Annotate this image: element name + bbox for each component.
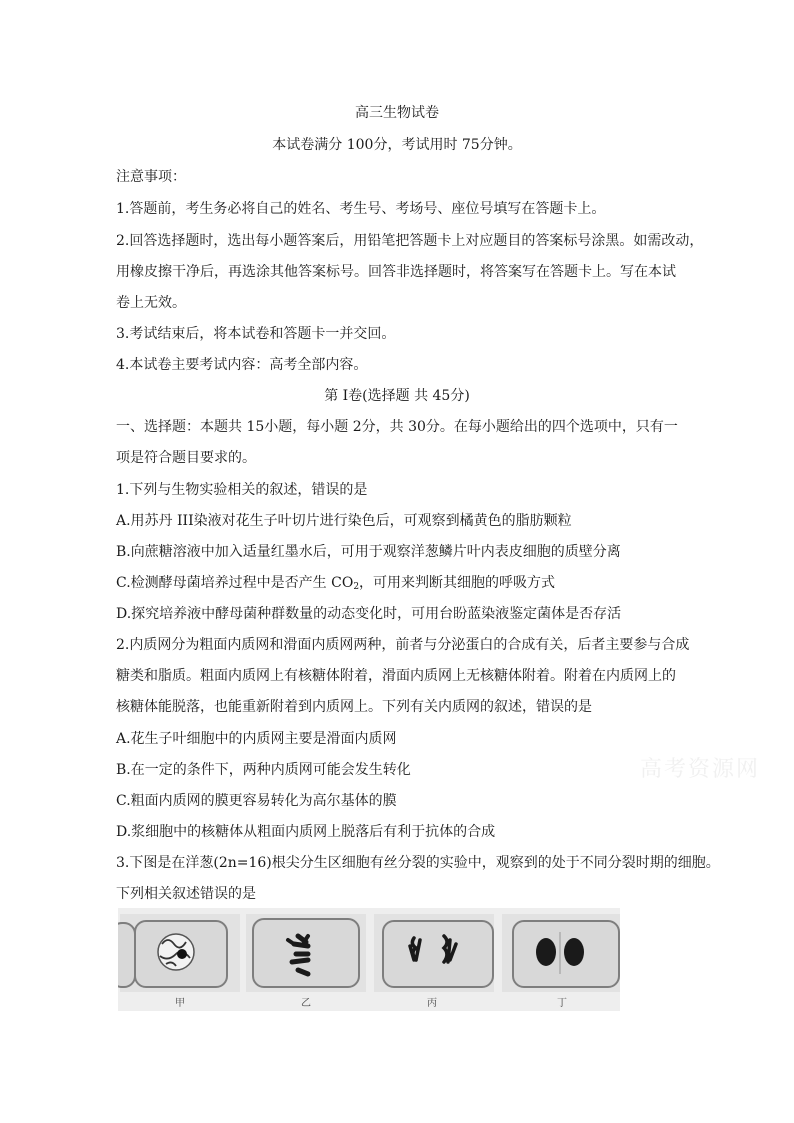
exam-subtitle: 本试卷满分 100分，考试用时 75分钟。 (272, 137, 522, 153)
metaphase-chromosomes (246, 914, 366, 992)
question-1-option-c: C.检测酵母菌培养过程中是否产生 $CO_2$，可用来判断其细胞的呼吸方式 (116, 575, 556, 592)
question-2-stem: 2.内质网分为粗面内质网和滑面内质网两种，前者与分泌蛋白的合成有关，后者主要参与合成 (116, 637, 690, 653)
question-1-option-b: B.向蔗糖溶液中加入适量红墨水后，可用于观察洋葱鳞片叶内表皮细胞的质壁分离 (116, 544, 621, 560)
prophase-nucleus (120, 914, 240, 992)
question-3-stem: 下列相关叙述错误的是 (116, 886, 256, 902)
notice-line: 2.回答选择题时，选出每小题答案后，用铅笔把答题卡上对应题目的答案标号涂黑。如需改动， (116, 233, 704, 249)
notice-line: 4.本试卷主要考试内容：高考全部内容。 (116, 357, 368, 373)
question-1-stem: 1.下列与生物实验相关的叙述，错误的是 (116, 482, 368, 498)
part-intro: 项是符合题目要求的。 (116, 450, 256, 466)
part-intro: 一、选择题：本题共 15小题，每小题 2分，共 30分。在每小题给出的四个选项中，只有一 (116, 419, 678, 435)
mitosis-panel-bing (374, 914, 494, 992)
question-2-option-d: D.浆细胞中的核糖体从粗面内质网上脱落后有利于抗体的合成 (116, 824, 496, 840)
notice-line: 卷上无效。 (116, 295, 186, 311)
question-1-option-d: D.探究培养液中酵母菌种群数量的动态变化时，可用台盼蓝染液鉴定菌体是否存活 (116, 606, 622, 622)
caption-bing: 丙 (427, 998, 437, 1009)
question-3-stem: 3.下图是在洋葱(2n=16)根尖分生区细胞有丝分裂的实验中，观察到的处于不同分裂时期的细胞。 (116, 855, 720, 871)
mitosis-panel-ding (502, 914, 620, 992)
notice-line: 用橡皮擦干净后，再选涂其他答案标号。回答非选择题时，将答案写在答题卡上。写在本试 (116, 264, 676, 280)
section-title: 第 I卷(选择题 共 45分) (324, 388, 470, 404)
notice-heading: 注意事项： (116, 169, 186, 185)
caption-ding: 丁 (557, 998, 567, 1009)
question-2-option-b: B.在一定的条件下，两种内质网可能会发生转化 (116, 762, 411, 778)
caption-yi: 乙 (301, 998, 311, 1009)
anaphase-chromosomes (374, 914, 494, 992)
notice-line: 1.答题前，考生务必将自己的姓名、考生号、考场号、座位号填写在答题卡上。 (116, 201, 606, 217)
mitosis-micrograph-figure (118, 908, 620, 1011)
caption-jia: 甲 (175, 998, 185, 1009)
mitosis-panel-jia (120, 914, 240, 992)
telophase-nuclei (502, 914, 620, 992)
watermark: 高考资源网 (640, 757, 761, 782)
question-2-stem: 糖类和脂质。粗面内质网上有核糖体附着，滑面内质网上无核糖体附着。附着在内质网上的 (116, 668, 676, 684)
question-2-option-c: C.粗面内质网的膜更容易转化为高尔基体的膜 (116, 793, 397, 809)
exam-title: 高三生物试卷 (355, 105, 439, 121)
mitosis-panel-yi (246, 914, 366, 992)
question-1-option-a: A.用苏丹 III染液对花生子叶切片进行染色后，可观察到橘黄色的脂肪颗粒 (116, 513, 572, 529)
question-2-option-a: A.花生子叶细胞中的内质网主要是滑面内质网 (116, 731, 397, 747)
question-2-stem: 核糖体能脱落，也能重新附着到内质网上。下列有关内质网的叙述，错误的是 (116, 699, 592, 715)
notice-line: 3.考试结束后，将本试卷和答题卡一并交回。 (116, 326, 396, 342)
